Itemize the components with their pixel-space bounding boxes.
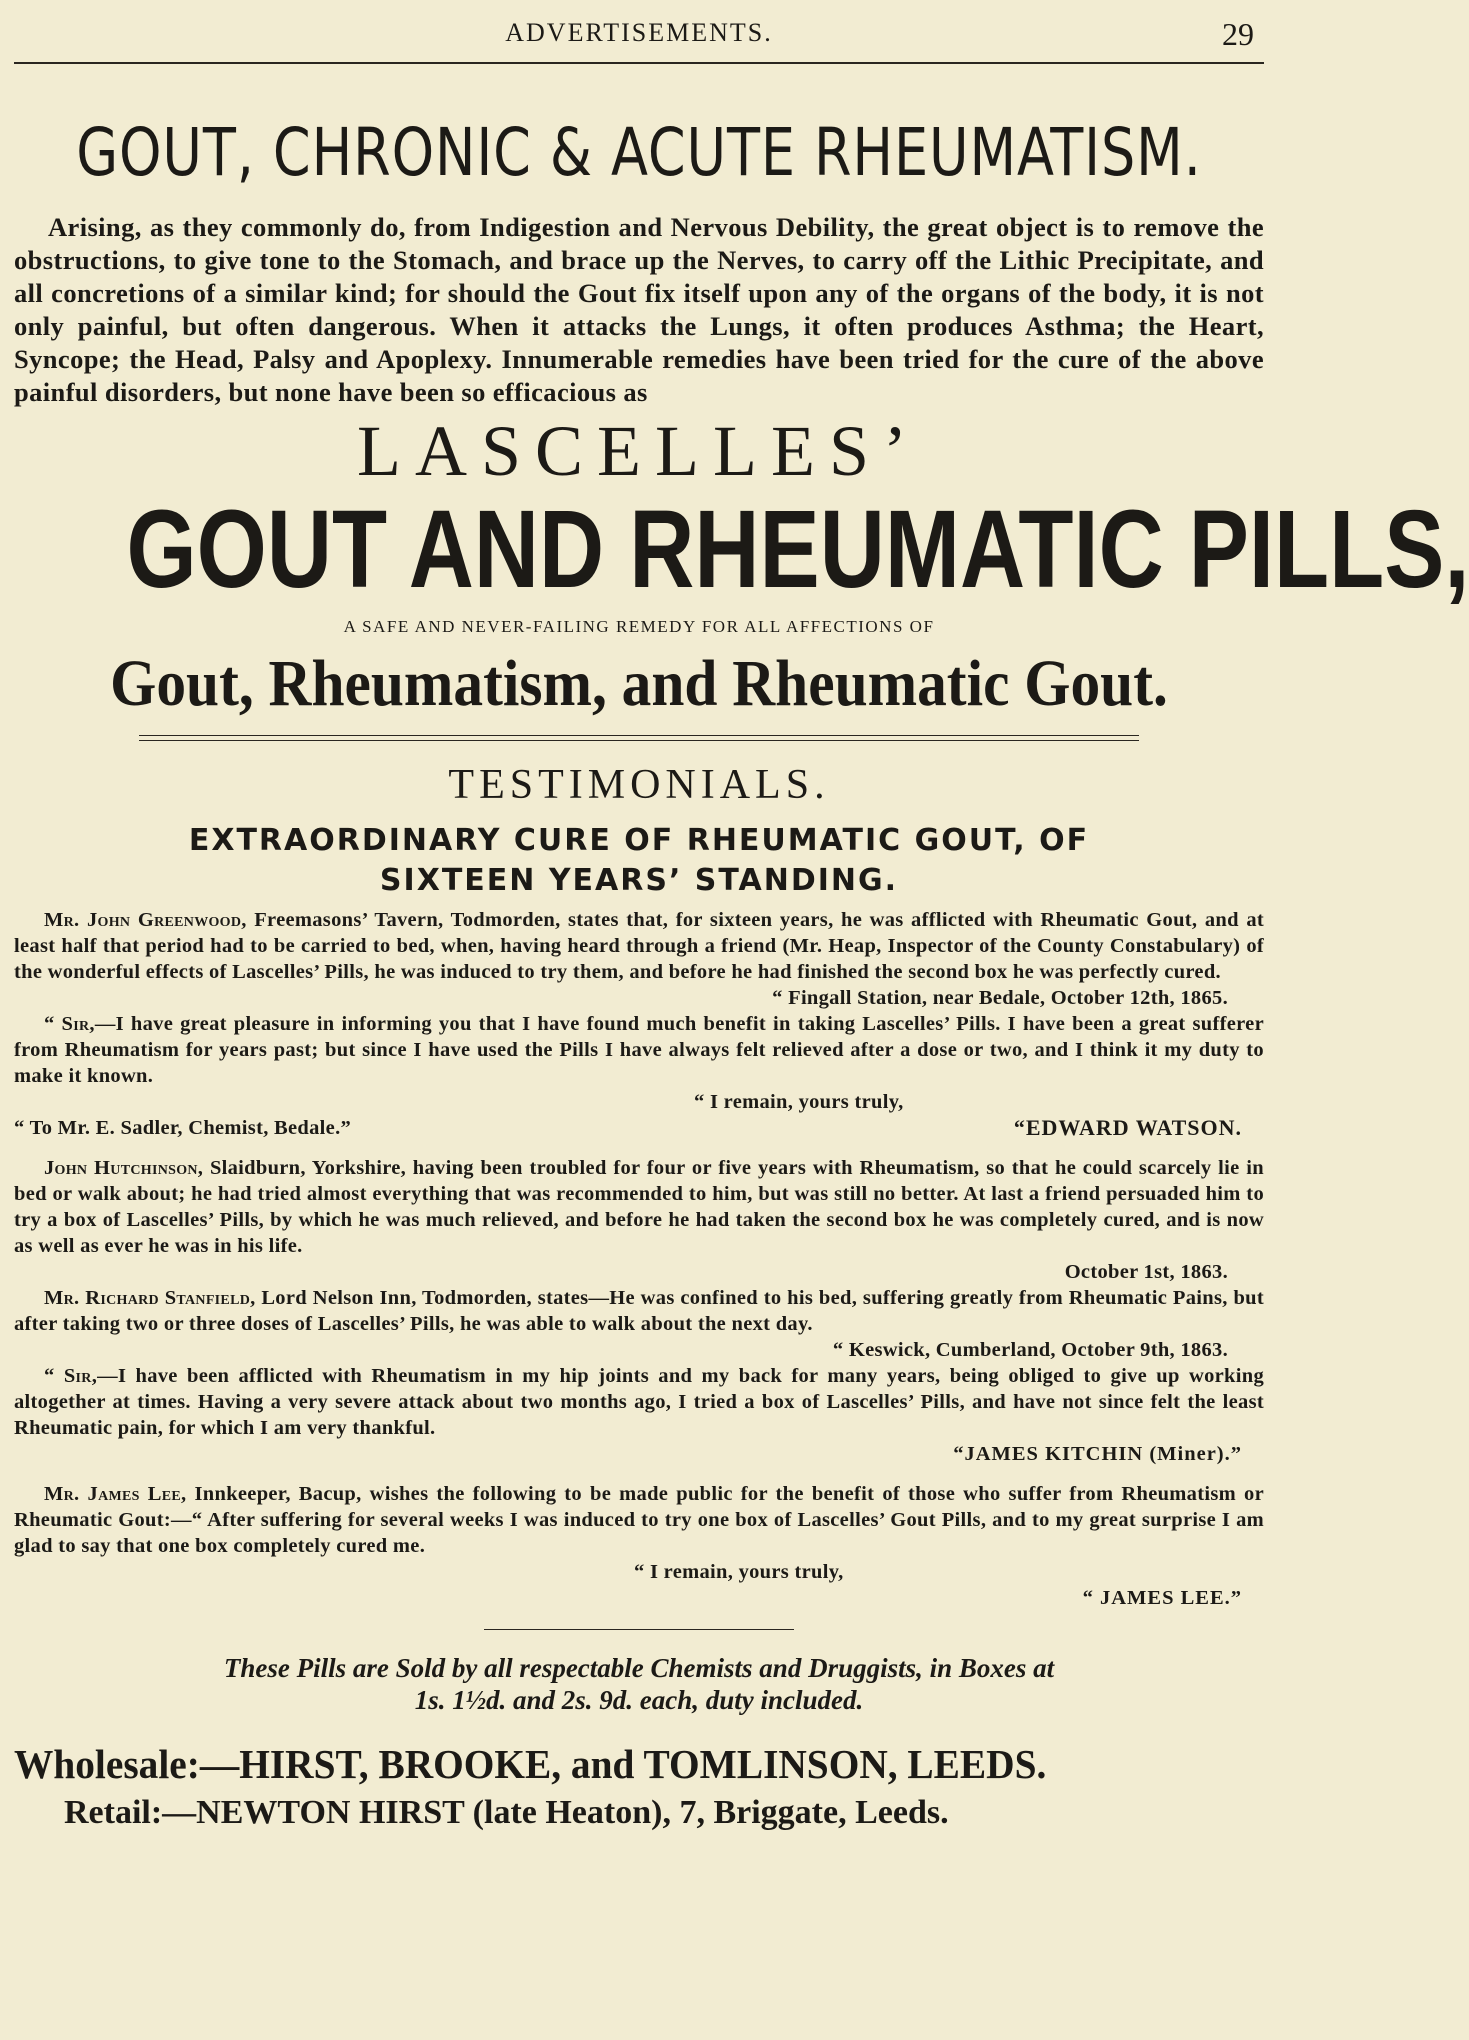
testimonials-title: TESTIMONIALS. bbox=[448, 762, 830, 808]
spacer bbox=[14, 1467, 1264, 1481]
running-head bbox=[14, 0, 1264, 64]
section-rule bbox=[484, 1629, 794, 1630]
testimonial-date: October 1st, 1863. bbox=[1064, 1261, 1228, 1283]
double-rule bbox=[139, 735, 1139, 741]
salutation: “ Sir, bbox=[44, 1365, 98, 1387]
advertisement-page bbox=[14, 0, 1469, 2040]
signature: “EDWARD WATSON. bbox=[1013, 1115, 1242, 1140]
testimonial-name: John Hutchinson, bbox=[44, 1157, 204, 1179]
sold-line-1: These Pills are Sold by all respectable Chemists and Druggists, in Boxes at bbox=[223, 1653, 1055, 1683]
testimonial-text: —I have been afflicted with Rheumatism in my hip joints and my back for many years, being obliged to give up working altogether at times. Having a very severe attack about two months ago, I tried a box of Lascelles’ Pills, and have not since felt the least Rheumatic pain, for which I am very thankful. bbox=[14, 1365, 1265, 1439]
spacer bbox=[14, 1141, 1264, 1155]
testimonial-text: Lord Nelson Inn, Todmorden, states—He was confined to his bed, suffering greatly from Rheumatic Pains, but after taking two or three doses of Lascelles’ Pills, he was able to walk about the next day. bbox=[14, 1287, 1264, 1335]
ailments-line: Gout, Rheumatism, and Rheumatic Gout. bbox=[110, 647, 1168, 720]
sold-line-2: 1s. 1½d. and 2s. 9d. each, duty included. bbox=[414, 1685, 864, 1715]
testimonial-lee bbox=[14, 1481, 1264, 1559]
salutation: “ Sir, bbox=[44, 1013, 95, 1035]
headline: GOUT, CHRONIC & ACUTE RHEUMATISM. bbox=[76, 114, 1202, 191]
retail-line: Retail:—NEWTON HIRST (late Heaton), 7, Briggate, Leeds. bbox=[64, 1794, 949, 1831]
testimonial-place: “ Fingall Station, near Bedale, October 12th, 1865. bbox=[772, 987, 1228, 1009]
testimonial-name: Mr. Richard Stanfield, bbox=[44, 1287, 256, 1309]
testimonial-stanfield bbox=[14, 1285, 1264, 1337]
signature-text: “JAMES KITCHIN (Miner).” bbox=[953, 1443, 1242, 1465]
testimonial-greenwood bbox=[14, 907, 1264, 985]
signature: “ JAMES LEE.” bbox=[1082, 1587, 1242, 1609]
testimonial-name: Mr. James Lee, bbox=[44, 1483, 187, 1505]
addressee: “ To Mr. E. Sadler, Chemist, Bedale.” bbox=[14, 1117, 352, 1139]
product-name: GOUT AND RHEUMATIC PILLS, bbox=[126, 488, 1469, 611]
page-number: 29 bbox=[1222, 16, 1254, 52]
brand-name: LASCELLES’ bbox=[357, 411, 921, 491]
testimonial-text: Freemasons’ Tavern, Todmorden, states that, for sixteen years, he was afflicted with Rheumatic Gout, and at least half that period had to be carried to bed, when, having heard through a friend (Mr. Heap, Inspector of the County Constabulary) of the wonderful effects of Lascelles’ Pills, he was induced to try them, and before he had finished the second box he was perfectly cured. bbox=[14, 909, 1264, 983]
signature bbox=[14, 1441, 1264, 1467]
testimonial-subhead bbox=[14, 821, 1264, 901]
testimonial-hutchinson bbox=[14, 1155, 1264, 1259]
testimonial-text: Slaidburn, Yorkshire, having been troubled for four or five years with Rheumatism, so that he could scarcely lie in bed or walk about; he had tried almost everything that was recommended to him, but was still no better. At last a friend persuaded him to try a box of Lascelles’ Pills, by which he was much relieved, and before he had taken the second box he was completely cured, and is now as well as ever he was in his life. bbox=[14, 1157, 1264, 1257]
tagline: A SAFE AND NEVER-FAILING REMEDY FOR ALL AFFECTIONS OF bbox=[343, 617, 935, 636]
testimonial-text: —I have great pleasure in informing you that I have found much benefit in taking Lascelles’ Pills. I have been a great sufferer from Rheumatism for years past; but since I have used the Pills I have always felt relieved after a dose or two, and I think it my duty to make it known. bbox=[14, 1013, 1264, 1087]
subhead-line-1: EXTRAORDINARY CURE OF RHEUMATIC GOUT, OF bbox=[188, 823, 1090, 858]
addressee-signature-row bbox=[14, 1115, 1264, 1141]
testimonials-body bbox=[14, 907, 1264, 1611]
running-title: ADVERTISEMENTS. bbox=[505, 18, 773, 47]
intro-paragraph bbox=[14, 211, 1264, 409]
closing: “ I remain, yours truly, bbox=[694, 1091, 904, 1113]
sold-notice bbox=[14, 1652, 1264, 1716]
intro-text: Arising, as they commonly do, from Indigestion and Nervous Debility, the great object is to remove the obstructions, to give tone to the Stomach, and brace up the Nerves, to carry off the Lithic Precipitate, and all concretions of a similar kind; for should the Gout fix itself upon any of the organs of the body, it is not only painful, but often dangerous. When it attacks the Lungs, it often produces Asthma; the Heart, Syncope; the Head, Palsy and Apoplexy. Innumerable remedies have been tried for the cure of the above painful disorders, but none have been so efficacious as bbox=[14, 212, 1264, 407]
wholesale-line: Wholesale:—HIRST, BROOKE, and TOMLINSON, LEEDS. bbox=[14, 1741, 1047, 1787]
subhead-line-2: SIXTEEN YEARS’ STANDING. bbox=[379, 863, 899, 898]
testimonial-name: Mr. John Greenwood, bbox=[44, 909, 247, 931]
testimonial-place: “ Keswick, Cumberland, October 9th, 1863. bbox=[832, 1339, 1228, 1361]
testimonial-text: Innkeeper, Bacup, wishes the following to be made public for the benefit of those who suffer from Rheumatism or Rheumatic Gout:—“ After suffering for several weeks I was induced to try one box of Lascelles’ Gout Pills, and to my great surprise I am glad to say that one box completely cured me. bbox=[14, 1483, 1265, 1557]
header-rule bbox=[14, 62, 1264, 64]
testimonial-kitchin bbox=[14, 1363, 1264, 1441]
closing: “ I remain, yours truly, bbox=[634, 1561, 844, 1583]
testimonial-watson bbox=[14, 1011, 1264, 1089]
